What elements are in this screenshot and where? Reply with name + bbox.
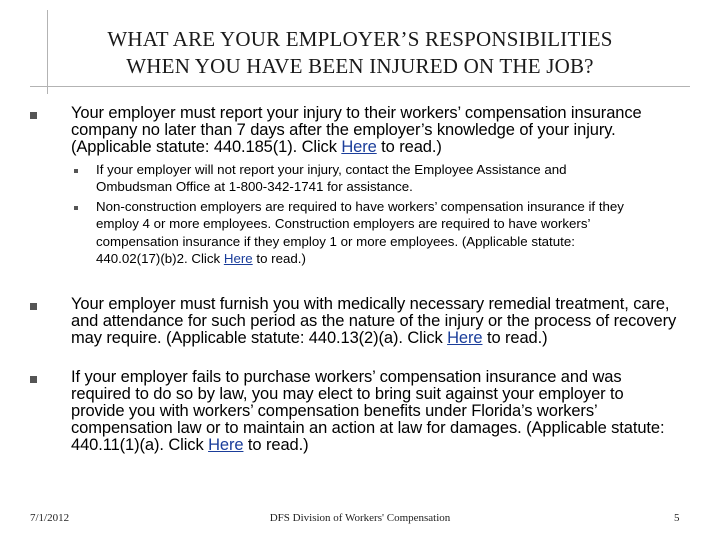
bullet-1-after: to read.) — [376, 138, 442, 156]
here-link-2[interactable]: Here — [223, 250, 253, 266]
here-link-4[interactable]: Here — [208, 436, 244, 454]
bullet-1-text: Your employer must report your injury to their workers’ compensation insurance company no later than 7 days after the employer’s knowledge of your injury. (Applicable statute: 440.185(1). Click — [71, 104, 642, 156]
bullet-1 — [71, 105, 681, 156]
bullet-square-icon — [30, 112, 37, 119]
here-link-1[interactable]: Here — [341, 138, 377, 156]
sub-bullet-square-icon — [74, 206, 78, 210]
slide-title — [48, 26, 672, 80]
here-link-3[interactable]: Here — [447, 329, 483, 347]
footer-date: 7/1/2012 — [30, 512, 70, 524]
sub-bullet-2 — [96, 198, 636, 267]
bullet-2-after: to read.) — [482, 329, 548, 347]
title-horizontal-rule — [30, 86, 690, 87]
bullet-3-text: If your employer fails to purchase workers’ compensation insurance and was required to do so by law, you may elect to bring suit against your employer to provide you with workers’ compensation benefits under Florida’s workers’ compensation law or to maintain an action at law for damages. (Applicable statute: 440.11(1)(a). Click — [71, 368, 665, 454]
sub-bullet-2-after: to read.) — [252, 250, 306, 266]
footer-center: DFS Division of Workers' Compensation — [269, 512, 451, 524]
footer-page-number: 5 — [674, 512, 680, 524]
title-line-2: WHEN YOU HAVE BEEN INJURED ON THE JOB? — [126, 54, 594, 78]
bullet-square-icon — [30, 303, 37, 310]
bullet-square-icon — [30, 376, 37, 383]
bullet-3 — [71, 369, 681, 454]
bullet-2 — [71, 296, 681, 347]
bullet-2-text: Your employer must furnish you with medically necessary remedial treatment, care, and attendance for such period as the nature of the injury or the process of recovery may require. (Applicable statute: 440.13(2)(a). Click — [71, 295, 677, 347]
title-line-1: WHAT ARE YOUR EMPLOYER’S RESPONSIBILITIES — [107, 27, 613, 51]
sub-bullet-square-icon — [74, 169, 78, 173]
sub-bullet-1 — [96, 161, 636, 196]
sub-bullet-1-text: If your employer will not report your injury, contact the Employee Assistance and Ombudsman Office at 1-800-342-1741 for assistance. — [96, 162, 567, 195]
sub-bullet-2-text: Non-construction employers are required to have workers’ compensation insurance if they employ 4 or more employees. Construction employers are required to have workers’ compensation insurance if they employ 1 or more employees. (Applicable statute: 440.02(17)(b)2. Click — [96, 199, 624, 266]
bullet-3-after: to read.) — [243, 436, 309, 454]
